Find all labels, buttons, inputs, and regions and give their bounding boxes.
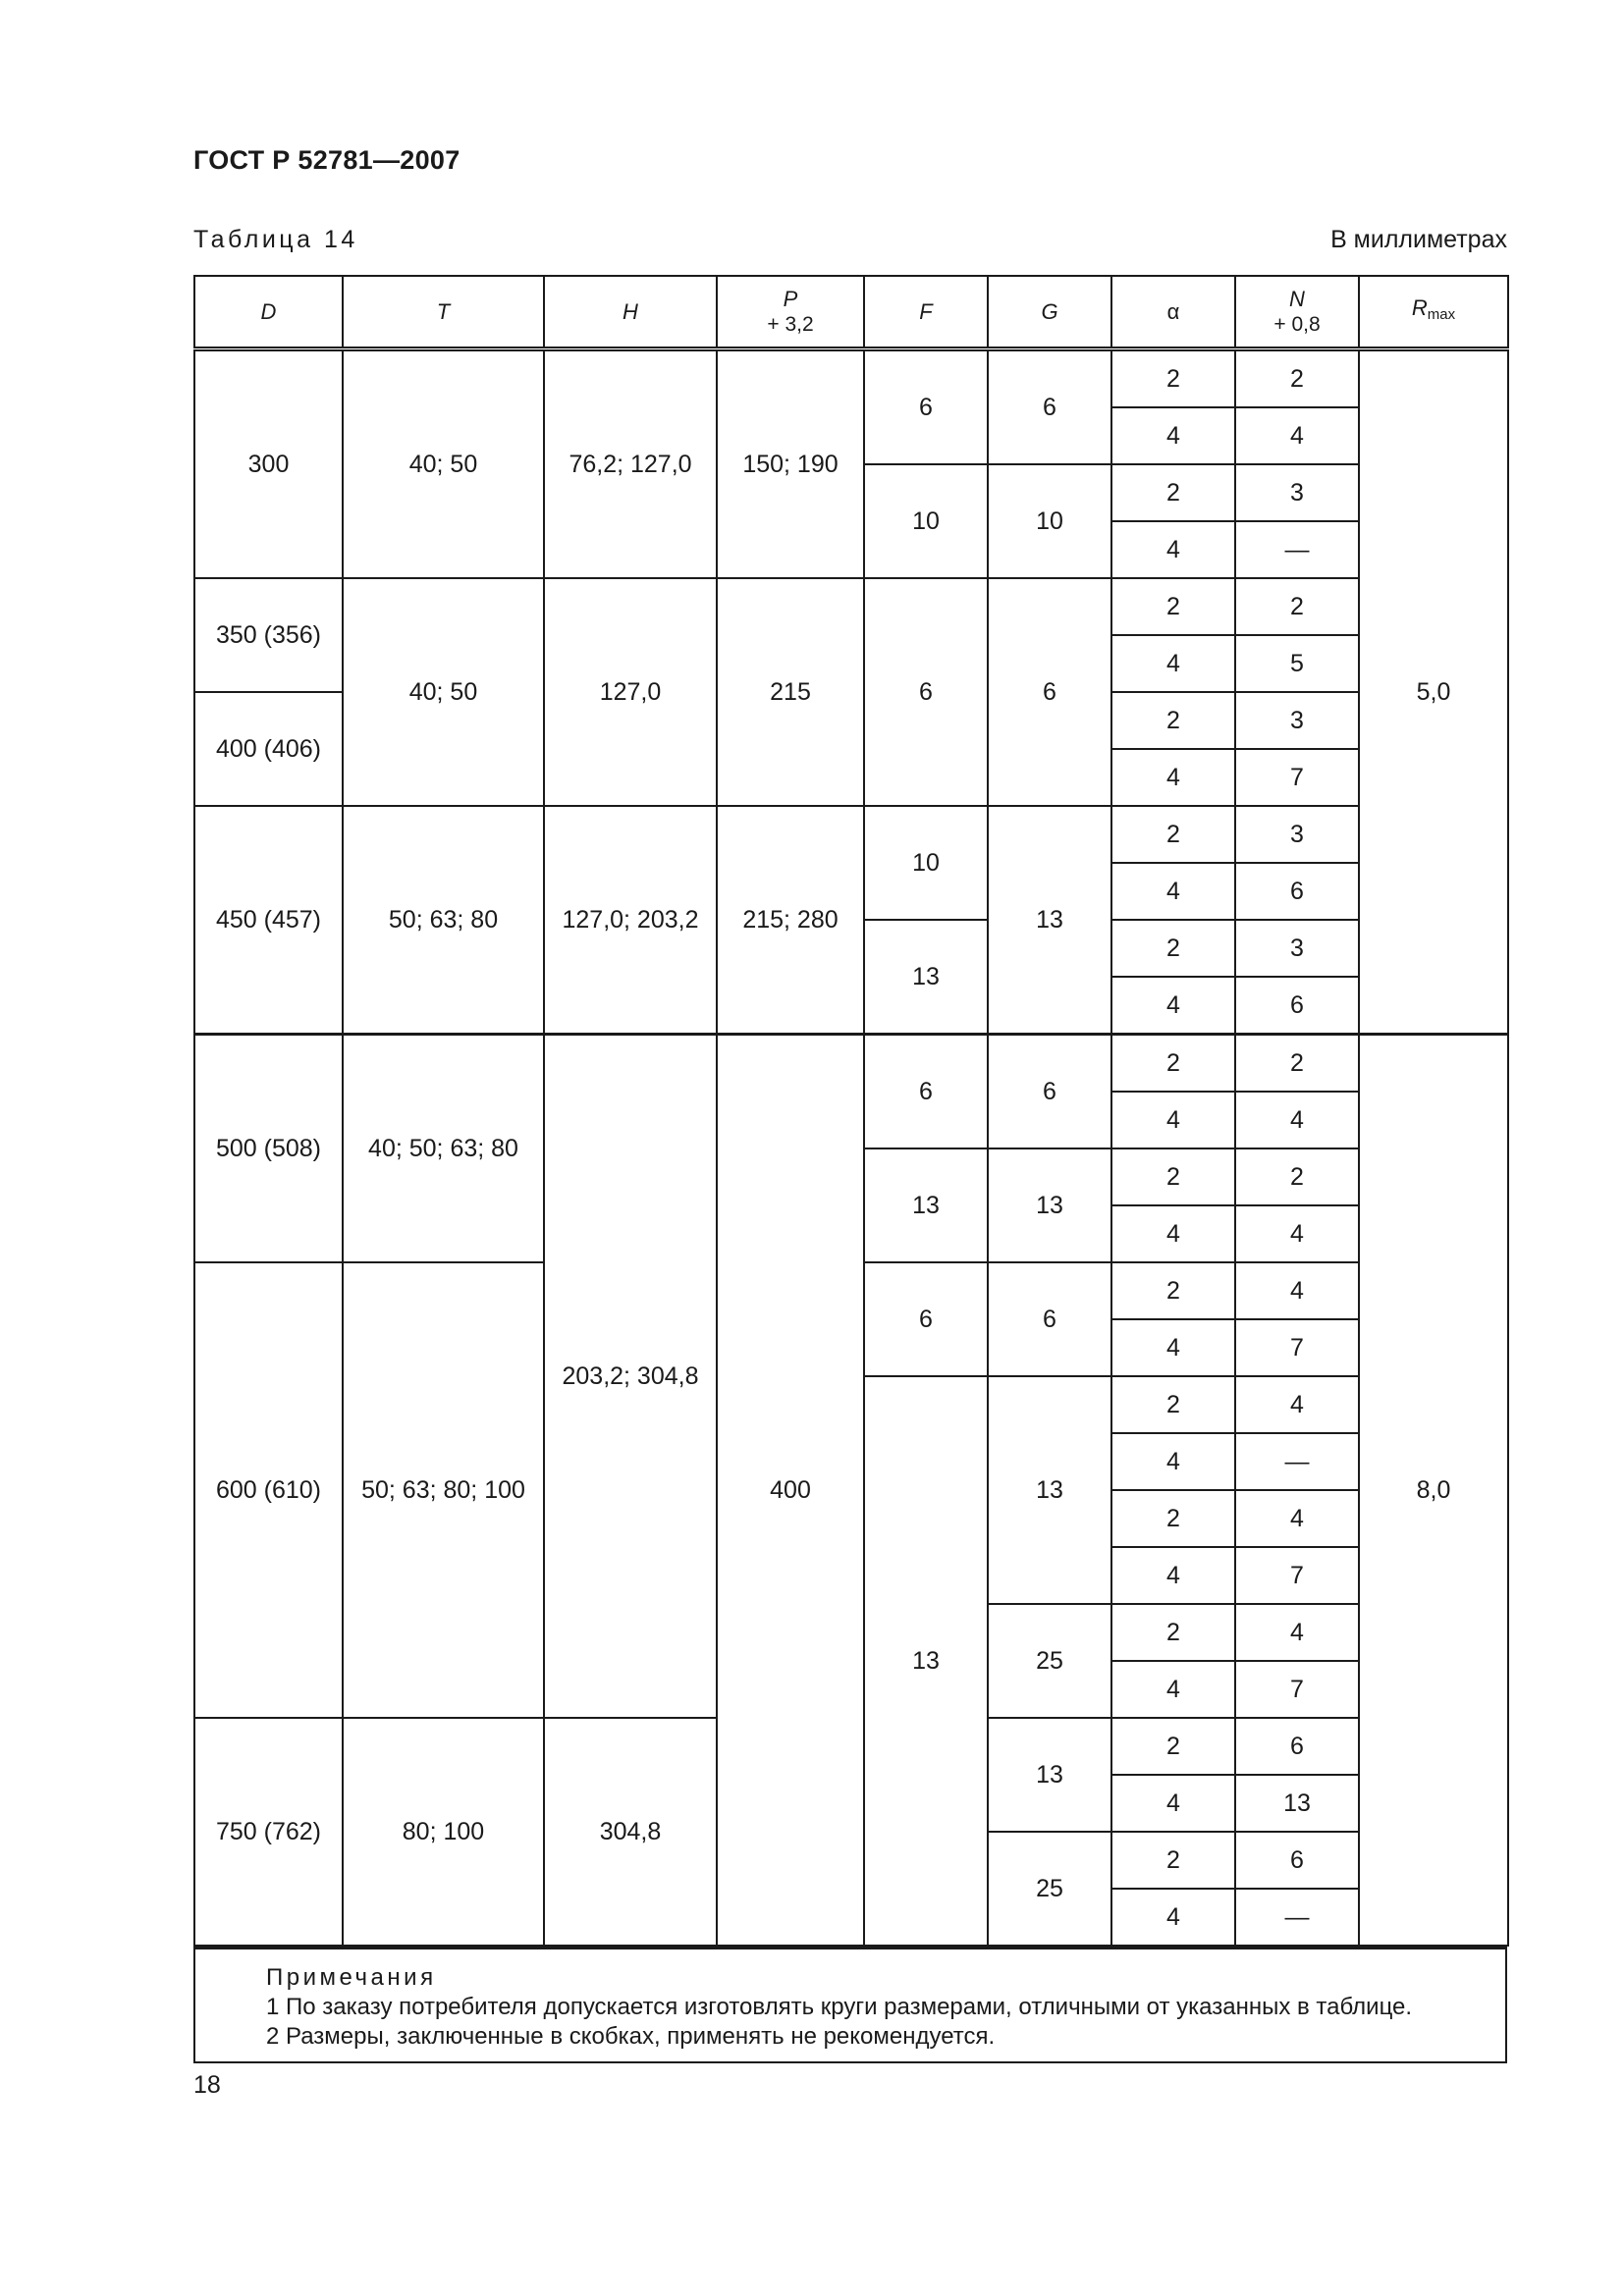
cell-h: 127,0 <box>544 578 717 806</box>
cell-d: 350 (356) <box>194 578 343 692</box>
cell-rmax: 8,0 <box>1359 1035 1508 1947</box>
cell-n: 6 <box>1235 977 1359 1035</box>
cell-n: 2 <box>1235 1148 1359 1205</box>
cell-g: 25 <box>988 1832 1111 1946</box>
cell-d: 300 <box>194 349 343 579</box>
cell-n: — <box>1235 1889 1359 1946</box>
cell-t: 50; 63; 80 <box>343 806 544 1035</box>
cell-n: 4 <box>1235 1262 1359 1319</box>
cell-g: 25 <box>988 1604 1111 1718</box>
cell-h: 127,0; 203,2 <box>544 806 717 1035</box>
cell-f: 6 <box>864 349 988 465</box>
cell-alpha: 2 <box>1111 1718 1235 1775</box>
cell-n: 4 <box>1235 1205 1359 1262</box>
cell-alpha: 4 <box>1111 977 1235 1035</box>
table-caption: Таблица 14 <box>193 226 358 253</box>
dimensions-table <box>193 275 1509 1947</box>
document-header: ГОСТ Р 52781—2007 <box>193 145 460 175</box>
cell-f: 10 <box>864 806 988 920</box>
cell-n: 4 <box>1235 1092 1359 1148</box>
cell-alpha: 4 <box>1111 1889 1235 1946</box>
cell-f: 6 <box>864 1262 988 1376</box>
cell-g: 10 <box>988 464 1111 578</box>
cell-alpha: 4 <box>1111 749 1235 806</box>
col-header-t: T <box>343 276 544 349</box>
cell-g: 6 <box>988 1262 1111 1376</box>
cell-alpha: 2 <box>1111 920 1235 977</box>
notes-block <box>193 1947 1507 2063</box>
cell-alpha: 4 <box>1111 635 1235 692</box>
cell-f: 13 <box>864 1148 988 1262</box>
cell-n: 7 <box>1235 1319 1359 1376</box>
cell-alpha: 2 <box>1111 806 1235 863</box>
cell-g: 13 <box>988 1718 1111 1832</box>
cell-alpha: 4 <box>1111 1433 1235 1490</box>
col-header-h: H <box>544 276 717 349</box>
note-item: 2 Размеры, заключенные в скобках, применять не рекомендуется. <box>266 2023 996 2050</box>
cell-n: 5 <box>1235 635 1359 692</box>
cell-n: 2 <box>1235 1035 1359 1093</box>
table-container <box>193 275 1507 2063</box>
cell-f: 6 <box>864 1035 988 1149</box>
cell-h: 203,2; 304,8 <box>544 1035 717 1719</box>
cell-d: 450 (457) <box>194 806 343 1035</box>
cell-alpha: 4 <box>1111 1661 1235 1718</box>
cell-g: 6 <box>988 578 1111 806</box>
cell-n: 6 <box>1235 1718 1359 1775</box>
cell-n: 4 <box>1235 1376 1359 1433</box>
cell-n: 3 <box>1235 806 1359 863</box>
cell-alpha: 4 <box>1111 863 1235 920</box>
cell-g: 13 <box>988 1376 1111 1604</box>
cell-p: 400 <box>717 1035 864 1947</box>
cell-t: 40; 50; 63; 80 <box>343 1035 544 1263</box>
cell-n: 6 <box>1235 1832 1359 1889</box>
cell-n: 4 <box>1235 1490 1359 1547</box>
cell-d: 600 (610) <box>194 1262 343 1718</box>
cell-t: 40; 50 <box>343 578 544 806</box>
cell-t: 50; 63; 80; 100 <box>343 1262 544 1718</box>
cell-n: 3 <box>1235 464 1359 521</box>
cell-alpha: 2 <box>1111 1035 1235 1093</box>
cell-n: 3 <box>1235 692 1359 749</box>
cell-alpha: 2 <box>1111 578 1235 635</box>
cell-n: 4 <box>1235 1604 1359 1661</box>
cell-alpha: 2 <box>1111 1262 1235 1319</box>
cell-alpha: 4 <box>1111 1775 1235 1832</box>
cell-n: — <box>1235 1433 1359 1490</box>
col-header-n: N + 0,8 <box>1235 276 1359 349</box>
cell-alpha: 4 <box>1111 1547 1235 1604</box>
table-header-row <box>194 276 1508 349</box>
cell-n: 2 <box>1235 578 1359 635</box>
note-item: 1 По заказу потребителя допускается изготовлять круги размерами, отличными от указанных в таблице. <box>266 1994 1413 2020</box>
cell-p: 150; 190 <box>717 349 864 579</box>
cell-p: 215; 280 <box>717 806 864 1035</box>
cell-n: 7 <box>1235 1547 1359 1604</box>
cell-n: 2 <box>1235 349 1359 408</box>
cell-alpha: 2 <box>1111 1604 1235 1661</box>
table-row <box>194 578 1508 635</box>
col-header-p: P + 3,2 <box>717 276 864 349</box>
cell-f: 13 <box>864 1376 988 1946</box>
cell-t: 80; 100 <box>343 1718 544 1946</box>
cell-g: 13 <box>988 1148 1111 1262</box>
cell-f: 6 <box>864 578 988 806</box>
cell-alpha: 2 <box>1111 692 1235 749</box>
cell-d: 400 (406) <box>194 692 343 806</box>
cell-g: 13 <box>988 806 1111 1035</box>
cell-rmax: 5,0 <box>1359 349 1508 1035</box>
cell-d: 500 (508) <box>194 1035 343 1263</box>
cell-alpha: 2 <box>1111 1490 1235 1547</box>
cell-f: 10 <box>864 464 988 578</box>
cell-alpha: 2 <box>1111 349 1235 408</box>
cell-n: 7 <box>1235 1661 1359 1718</box>
units-label: В миллиметрах <box>1330 226 1507 253</box>
cell-d: 750 (762) <box>194 1718 343 1946</box>
table-row <box>194 806 1508 863</box>
table-row <box>194 349 1508 408</box>
cell-p: 215 <box>717 578 864 806</box>
cell-h: 304,8 <box>544 1718 717 1946</box>
cell-g: 6 <box>988 349 1111 465</box>
page-number: 18 <box>193 2071 221 2099</box>
cell-alpha: 4 <box>1111 1092 1235 1148</box>
col-header-d: D <box>194 276 343 349</box>
cell-alpha: 4 <box>1111 1319 1235 1376</box>
col-header-f: F <box>864 276 988 349</box>
cell-alpha: 4 <box>1111 1205 1235 1262</box>
cell-n: 13 <box>1235 1775 1359 1832</box>
cell-alpha: 2 <box>1111 1148 1235 1205</box>
notes-title: Примечания <box>266 1964 437 1991</box>
cell-g: 6 <box>988 1035 1111 1149</box>
cell-n: — <box>1235 521 1359 578</box>
col-header-g: G <box>988 276 1111 349</box>
cell-alpha: 4 <box>1111 521 1235 578</box>
cell-h: 76,2; 127,0 <box>544 349 717 579</box>
col-header-rmax: $R_{max}$ <box>1359 276 1508 349</box>
cell-n: 3 <box>1235 920 1359 977</box>
cell-n: 6 <box>1235 863 1359 920</box>
cell-n: 7 <box>1235 749 1359 806</box>
cell-n: 4 <box>1235 407 1359 464</box>
cell-f: 13 <box>864 920 988 1035</box>
cell-alpha: 2 <box>1111 1376 1235 1433</box>
cell-alpha: 2 <box>1111 1832 1235 1889</box>
table-row <box>194 1035 1508 1093</box>
col-header-alpha: α <box>1111 276 1235 349</box>
cell-alpha: 2 <box>1111 464 1235 521</box>
cell-alpha: 4 <box>1111 407 1235 464</box>
cell-t: 40; 50 <box>343 349 544 579</box>
